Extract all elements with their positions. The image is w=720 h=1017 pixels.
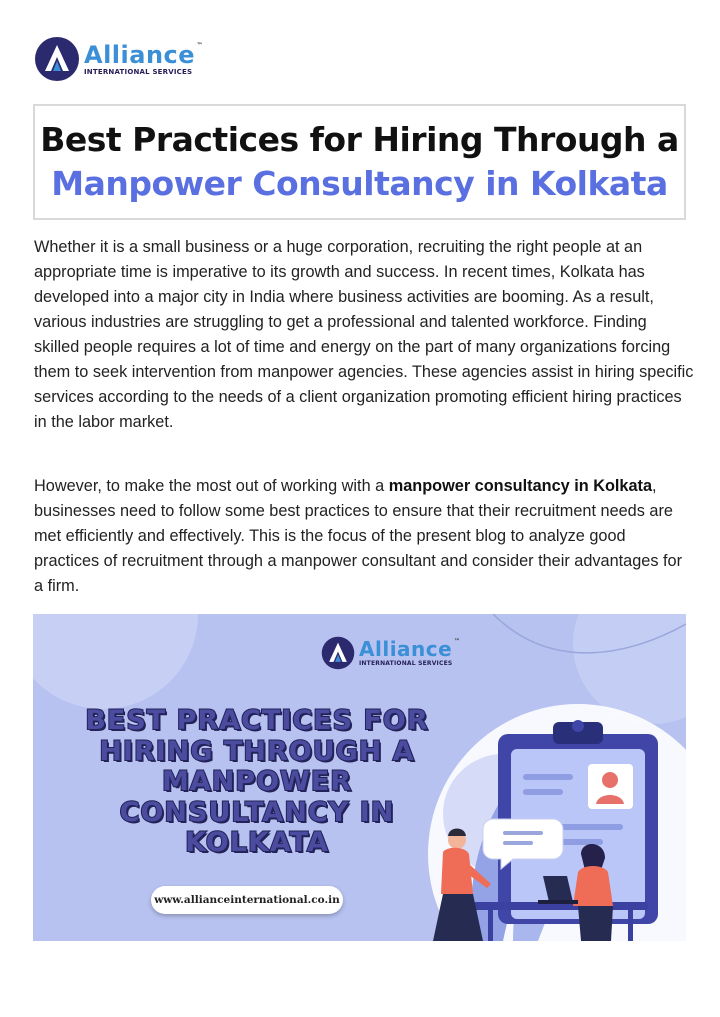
banner-title-line: MANPOWER	[161, 766, 353, 797]
banner-brand-name: Alliance ™	[359, 637, 461, 661]
page-title: Best Practices for Hiring Through a	[40, 120, 679, 159]
brand-name: Alliance ™	[84, 40, 204, 69]
alliance-logo-icon	[321, 636, 355, 670]
second-paragraph: However, to make the most out of working with a manpower consultancy in Kolkata, businesses need to follow some best practices to ensure that their recruitment needs are met efficiently and effectively. This is the focus of the present blog to analyze good practices of recruitment through a manpower consultant and consider their advantages for a firm.	[34, 477, 682, 595]
banner-title-line: HIRING THROUGH A	[99, 735, 415, 767]
header-logo	[34, 36, 204, 82]
banner-title-line: CONSULTANCY IN	[119, 796, 395, 828]
banner-title-line: BEST PRACTICES FOR	[85, 705, 429, 736]
banner-title-line: KOLKATA	[185, 827, 329, 858]
intro-paragraph: Whether it is a small business or a huge corporation, recruiting the right people at an appropriate time is imperative to its growth and success. In recent times, Kolkata has developed into a major city in India where business activities are booming. As a result, various industries are struggling to get a professional and talented workforce. Finding skilled people requires a lot of time and energy on the part of many organizations forcing them to seek intervention from manpower agencies. These agencies assist in hiring specific services according to the needs of a client organization promoting efficient hiring practices in the labor market.	[34, 238, 694, 431]
banner-image	[33, 614, 686, 941]
title-box	[33, 104, 686, 220]
alliance-logo-icon	[34, 36, 80, 82]
banner-brand-subtitle: INTERNATIONAL SERVICES	[359, 660, 453, 667]
banner-title	[53, 706, 461, 859]
banner-url[interactable]: www.allianceinternational.co.in	[151, 886, 343, 914]
page-title-highlight: Manpower Consultancy in Kolkata	[51, 164, 668, 203]
brand-subtitle: INTERNATIONAL SERVICES	[84, 67, 193, 76]
profile-card-icon	[588, 764, 633, 809]
banner-logo	[321, 636, 461, 670]
bold-link-text: manpower consultancy in Kolkata	[388, 477, 653, 495]
